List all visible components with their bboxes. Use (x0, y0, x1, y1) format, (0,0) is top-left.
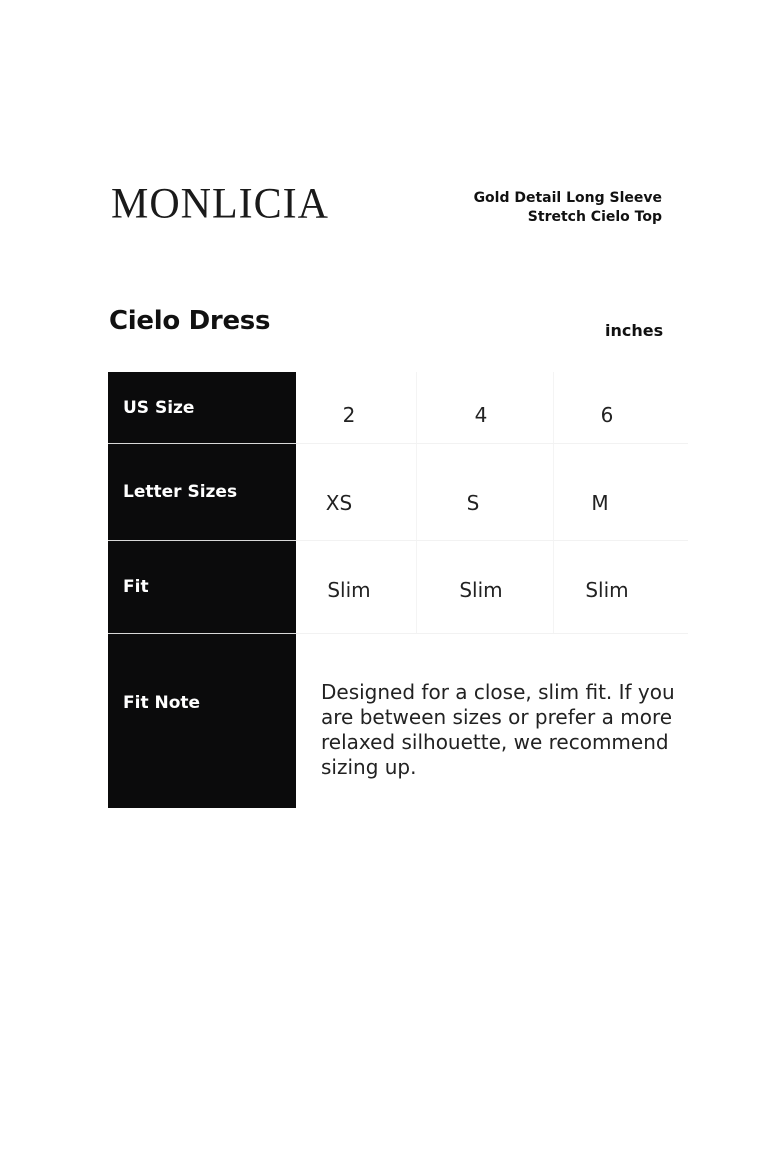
fit-cell: Slim (459, 578, 503, 602)
letter-size-cell: M (591, 491, 609, 515)
row-label-fit-note: Fit Note (123, 693, 201, 713)
product-name-line-1: Gold Detail Long Sleeve (473, 190, 662, 206)
row-divider (296, 633, 688, 634)
us-size-cell: 6 (600, 403, 614, 427)
us-size-cell: 4 (474, 403, 488, 427)
product-name-line-2: Stretch Cielo Top (527, 209, 662, 225)
fit-cell: Slim (327, 578, 371, 602)
row-label-us-size: US Size (123, 397, 195, 418)
brand-logo: MONLICIA (111, 180, 329, 228)
row-divider (296, 443, 688, 444)
fit-cell: Slim (585, 578, 629, 602)
letter-size-cell: XS (325, 491, 353, 515)
row-label-letter-sizes: Letter Sizes (123, 482, 238, 502)
column-divider (416, 372, 417, 633)
product-name (474, 189, 662, 227)
row-label-fit: Fit (123, 577, 149, 597)
letter-size-cell: S (466, 491, 480, 515)
column-divider (553, 372, 554, 633)
size-chart-title: Cielo Dress (109, 306, 271, 336)
fit-note-text: Designed for a close, slim fit. If you are between sizes or prefer a more relaxed silhouette, we recommend sizing up. (321, 680, 675, 779)
row-label-column (108, 372, 296, 808)
us-size-cell: 2 (342, 403, 356, 427)
units-label: inches (605, 321, 664, 340)
row-divider (296, 540, 688, 541)
